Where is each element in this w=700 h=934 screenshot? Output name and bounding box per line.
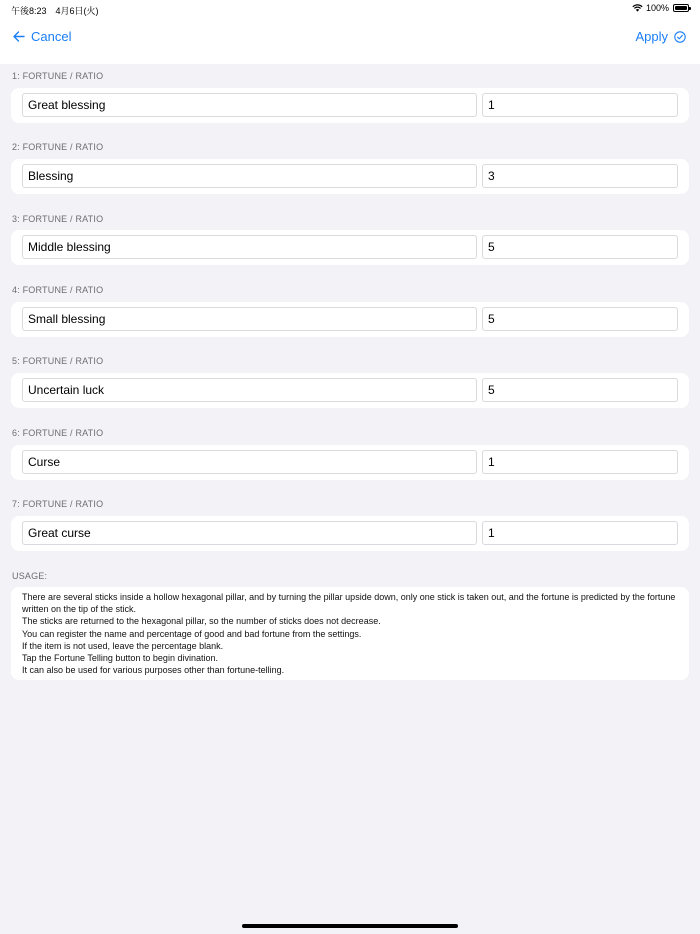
status-bar [0,0,700,18]
arrow-left-icon [13,31,25,42]
usage-line: You can register the name and percentage of good and bad fortune from the settings. [22,628,362,639]
fortune-ratio-field[interactable]: 1 [482,93,678,117]
fortune-row [11,302,689,337]
cancel-button[interactable] [13,29,71,44]
wifi-icon [632,4,643,12]
usage-line: There are several sticks inside a hollow hexagonal pillar, and by turning the pillar upside down, only one stick is taken out, and the fortune is predicted by the fortune written on the tip of the stick. [22,592,676,615]
fortune-ratio-field[interactable]: 5 [482,235,678,259]
usage-line: The sticks are returned to the hexagonal pillar, so the number of sticks does not decrease. [22,616,381,627]
item-header: 6: FORTUNE / RATIO [12,428,104,438]
usage-header: USAGE: [12,571,48,581]
usage-line: It can also be used for various purposes other than fortune-telling. [22,665,285,676]
fortune-ratio-field[interactable]: 5 [482,307,678,331]
fortune-name-field[interactable]: Great blessing [22,93,477,117]
fortune-name-field[interactable]: Middle blessing [22,235,477,259]
fortune-row [11,516,689,551]
top-area [0,0,700,64]
fortune-name-field[interactable]: Great curse [22,521,477,545]
item-header: 7: FORTUNE / RATIO [12,499,104,509]
battery-percent: 100% [645,3,669,13]
item-header: 1: FORTUNE / RATIO [12,71,104,81]
fortune-name-field[interactable]: Uncertain luck [22,378,477,402]
fortune-ratio-field[interactable]: 1 [482,521,678,545]
fortune-ratio-field[interactable]: 3 [482,164,678,188]
fortune-name-field[interactable]: Small blessing [22,307,477,331]
fortune-ratio-field[interactable]: 1 [482,450,678,474]
home-indicator[interactable] [242,924,458,928]
fortune-row [11,230,689,265]
apply-button[interactable] [635,29,686,44]
fortune-row [11,88,689,123]
checkmark-circle-icon [674,31,686,43]
fortune-row [11,445,689,480]
fortune-name-field[interactable]: Curse [22,450,477,474]
fortune-name-field[interactable]: Blessing [22,164,477,188]
nav-bar [0,18,700,64]
battery-icon [673,4,689,12]
usage-text-box [11,587,689,680]
item-header: 2: FORTUNE / RATIO [12,142,104,152]
item-header: 4: FORTUNE / RATIO [12,285,104,295]
cancel-label: Cancel [31,29,72,44]
fortune-row [11,159,689,194]
item-header: 5: FORTUNE / RATIO [12,356,104,366]
status-indicators [632,3,689,13]
fortune-row [11,373,689,408]
apply-label: Apply [635,29,668,44]
fortune-ratio-field[interactable]: 5 [482,378,678,402]
item-header: 3: FORTUNE / RATIO [12,214,104,224]
usage-line: Tap the Fortune Telling button to begin divination. [22,653,218,664]
usage-line: If the item is not used, leave the percentage blank. [22,640,224,651]
status-time: 午後8:23 4月6日(火) [11,6,99,16]
